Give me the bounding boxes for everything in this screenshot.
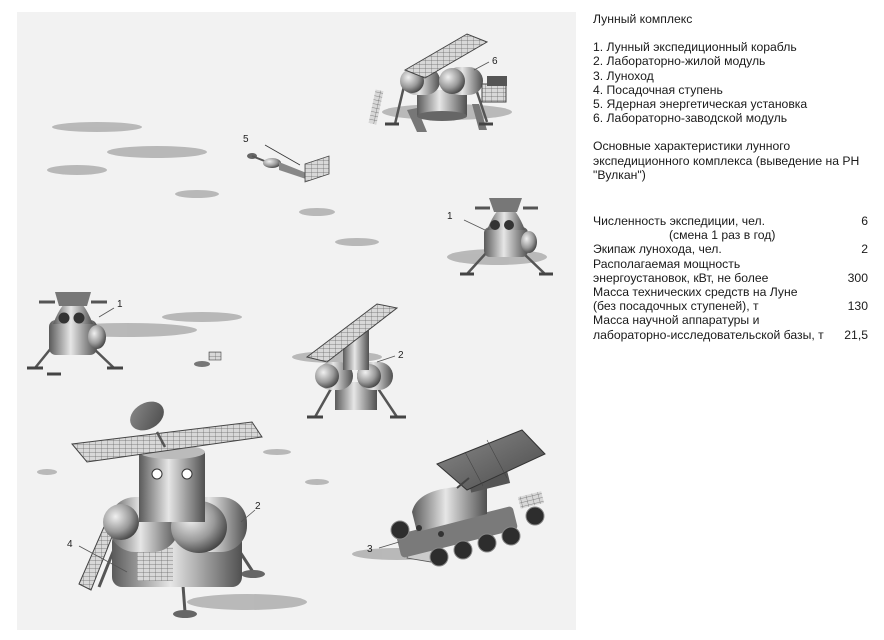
lab-factory-module — [369, 34, 507, 132]
spec-row-science-mass — [593, 328, 868, 342]
spec-label: лабораторно-исследовательской базы, т — [593, 327, 824, 342]
spec-value: 6 — [861, 214, 868, 229]
spec-label-line: Располагаемая мощность — [593, 256, 741, 271]
component-legend — [593, 40, 868, 125]
label-1-right: 1 — [447, 211, 453, 222]
legend-item-6: 6. Лабораторно-заводской модуль — [593, 111, 788, 126]
lab-living-module-large — [67, 396, 265, 618]
label-3: 3 — [367, 544, 373, 555]
label-1-left: 1 — [117, 299, 123, 310]
spec-row-crew-size — [593, 214, 868, 228]
spec-row-power — [593, 271, 868, 285]
lunokhod-rover — [367, 430, 545, 566]
nuclear-power-plant — [243, 134, 329, 182]
spec-label-line: Масса научной аппаратуры и — [593, 313, 760, 328]
label-2-large: 2 — [255, 501, 261, 512]
legend-item-1: 1. Лунный экспедиционный корабль — [593, 40, 797, 55]
lab-living-module-middle — [307, 304, 406, 417]
lunar-complex-illustration — [17, 12, 576, 630]
specs-table — [593, 214, 868, 342]
legend-item-2: 2. Лабораторно-жилой модуль — [593, 54, 766, 69]
spec-label: Экипаж лунохода, чел. — [593, 242, 722, 257]
label-4: 4 — [67, 539, 73, 550]
legend-item-3: 3. Луноход — [593, 68, 654, 83]
legend-item-4: 4. Посадочная ступень — [593, 82, 723, 97]
spec-label: Численность экспедиции, чел. — [593, 214, 765, 229]
spec-value: 2 — [861, 242, 868, 257]
specs-heading: Основные характеристики лунного экспедиционного комплекса (выведение на РН "Вулкан") — [593, 139, 860, 182]
label-2-middle: 2 — [398, 350, 404, 361]
spec-row-rotation: (смена 1 раз в год) — [669, 228, 776, 243]
spec-label: энергоустановок, кВт, не более — [593, 270, 769, 285]
spec-label-line: Масса технических средств на Луне — [593, 285, 798, 300]
spec-label: (без посадочных ступеней), т — [593, 299, 759, 314]
spec-value: 300 — [847, 270, 868, 285]
spec-row-tech-mass — [593, 299, 868, 313]
complex-title: Лунный комплекс — [593, 12, 693, 26]
spec-value: 130 — [847, 299, 868, 314]
spec-row-rover-crew — [593, 242, 868, 256]
text-panel — [593, 12, 868, 342]
label-6: 6 — [492, 56, 498, 67]
label-5: 5 — [243, 134, 249, 145]
legend-item-5: 5. Ядерная энергетическая установка — [593, 97, 808, 112]
lunar-scene-svg — [17, 12, 576, 630]
spec-value: 21,5 — [844, 327, 868, 342]
